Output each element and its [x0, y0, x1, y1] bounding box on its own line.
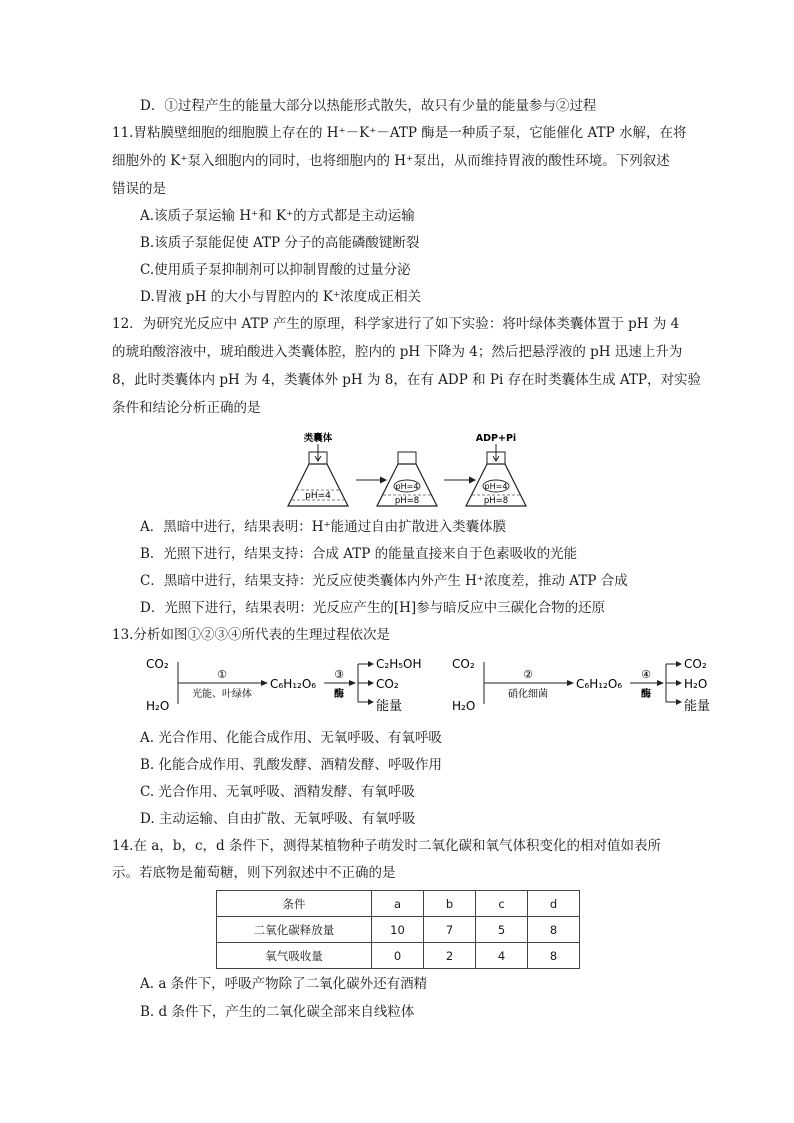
flask2-inner-ph: pH=4 — [395, 482, 419, 491]
q11-stem-line1: 11.胃粘膜壁细胞的细胞膜上存在的 H⁺－K⁺－ATP 酶是一种质子泵，它能催化 ATP 水解，在将 — [112, 125, 687, 141]
q12-option-c: C．黑暗中进行，结果支持：光反应使类囊体内外产生 H⁺浓度差，推动 ATP 合成 — [140, 573, 628, 589]
right-co2: CO₂ — [452, 657, 475, 671]
table-cell: 5 — [476, 917, 528, 943]
q11-option-c: C.使用质子泵抑制剂可以抑制胃酸的过量分泌 — [140, 262, 411, 278]
q12-stem-line3: 8，此时类囊体内 pH 为 4，类囊体外 pH 为 8，在有 ADP 和 Pi 存在时类囊体生成 ATP，对实验 — [112, 372, 701, 388]
flask-3 — [466, 433, 526, 506]
left-h2o: H₂O — [146, 699, 170, 713]
flask1-ph-label: pH=4 — [305, 491, 331, 501]
table-cell: 8 — [528, 943, 580, 969]
glucose-right: C₆H₁₂O₆ — [576, 677, 623, 691]
table-header-row — [217, 891, 580, 917]
q10-option-d: D．①过程产生的能量大部分以热能形式散失，故只有少量的能量参与②过程 — [140, 98, 597, 114]
enzyme-right: 酶 — [641, 689, 651, 700]
q11-option-a: A.该质子泵运输 H⁺和 K⁺的方式都是主动运输 — [140, 208, 415, 224]
glucose-left: C₆H₁₂O₆ — [270, 677, 317, 691]
table-cell: d — [528, 891, 580, 917]
table-cell: a — [372, 891, 424, 917]
q13-option-b: B. 化能合成作用、乳酸发酵、酒精发酵、呼吸作用 — [140, 757, 443, 773]
right-h2o-product: H₂O — [684, 677, 708, 691]
table-cell: 8 — [528, 917, 580, 943]
q13-option-c: C. 光合作用、无氧呼吸、酒精发酵、有氧呼吸 — [140, 784, 415, 800]
q14-stem-line2: 示。若底物是葡萄糖，则下列叙述中不正确的是 — [112, 865, 396, 881]
table-cell: 氧气吸收量 — [217, 943, 372, 969]
q14-stem-line1: 14.在 a，b，c，d 条件下，测得某植物种子萌发时二氧化碳和氧气体积变化的相对值如表所 — [112, 838, 661, 854]
right-energy: 能量 — [684, 699, 711, 714]
flask3-inner-ph: pH=4 — [484, 482, 508, 491]
table-cell: 7 — [424, 917, 476, 943]
flask3-outer-ph: pH=8 — [483, 496, 509, 506]
q11-option-d: D.胃液 pH 的大小与胃腔内的 K⁺浓度成正相关 — [140, 289, 422, 305]
num-3: ③ — [334, 668, 344, 681]
left-co2-product: CO₂ — [376, 677, 399, 691]
enzyme-left: 酶 — [334, 689, 344, 700]
thylakoid-experiment-figure — [280, 430, 540, 516]
num-4: ④ — [641, 668, 651, 681]
left-co2: CO₂ — [146, 657, 169, 671]
cond-1: 光能、叶绿体 — [192, 689, 252, 700]
q12-stem-line4: 条件和结论分析正确的是 — [112, 400, 261, 416]
q12-option-d: D．光照下进行，结果表明：光反应产生的[H]参与暗反应中三碳化合物的还原 — [140, 600, 606, 616]
q13-stem: 13.分析如图①②③④所代表的生理过程依次是 — [112, 627, 390, 643]
table-cell: 二氧化碳释放量 — [217, 917, 372, 943]
left-energy: 能量 — [376, 699, 403, 714]
right-co2-product: CO₂ — [684, 657, 707, 671]
q14-option-a: A. a 条件下，呼吸产物除了二氧化碳外还有酒精 — [140, 976, 428, 992]
q13-option-a: A. 光合作用、化能合成作用、无氧呼吸、有氧呼吸 — [140, 730, 442, 746]
q12-option-a: A．黑暗中进行，结果表明：H⁺能通过自由扩散进入类囊体膜 — [140, 519, 507, 535]
q11-stem-line2: 细胞外的 K⁺泵入细胞内的同时，也将细胞内的 H⁺泵出，从而维持胃液的酸性环境。下列叙述 — [112, 153, 670, 169]
label-adp-pi: ADP+Pi — [475, 433, 517, 444]
q14-option-b: B. d 条件下，产生的二氧化碳全部来自线粒体 — [140, 1004, 415, 1020]
label-thylakoid: 类囊体 — [303, 433, 333, 444]
flask-2 — [377, 452, 437, 506]
table-row — [217, 917, 580, 943]
q12-stem-line2: 的琥珀酸溶液中，琥珀酸进入类囊体腔，腔内的 pH 下降为 4；然后把悬浮液的 pH 迅速上升为 — [112, 344, 683, 360]
table-cell: 4 — [476, 943, 528, 969]
cond-2: 硝化细菌 — [508, 689, 548, 700]
table-cell: 10 — [372, 917, 424, 943]
num-1: ① — [217, 668, 227, 681]
table-cell: 2 — [424, 943, 476, 969]
q13-option-d: D. 主动运输、自由扩散、无氧呼吸、有氧呼吸 — [140, 811, 416, 827]
table-cell: b — [424, 891, 476, 917]
left-process — [146, 657, 422, 714]
right-h2o: H₂O — [452, 699, 476, 713]
flask-1 — [288, 432, 348, 506]
q12-stem-line1: 12．为研究光反应中 ATP 产生的原理，科学家进行了如下实验：将叶绿体类囊体置于 pH 为 4 — [112, 316, 680, 332]
flask2-outer-ph: pH=8 — [394, 496, 420, 506]
table-cell: c — [476, 891, 528, 917]
process-diagram — [140, 652, 740, 718]
q11-stem-line3: 错误的是 — [112, 181, 166, 197]
q11-option-b: B.该质子泵能促使 ATP 分子的高能磷酸键断裂 — [140, 235, 420, 251]
table-row — [217, 943, 580, 969]
num-2: ② — [523, 668, 533, 681]
table-cell: 条件 — [217, 891, 372, 917]
q12-option-b: B．光照下进行，结果支持：合成 ATP 的能量直接来自于色素吸收的光能 — [140, 546, 578, 562]
table-cell: 0 — [372, 943, 424, 969]
right-process — [452, 657, 710, 714]
ethanol: C₂H₅OH — [376, 657, 422, 671]
q14-data-table — [216, 890, 580, 969]
